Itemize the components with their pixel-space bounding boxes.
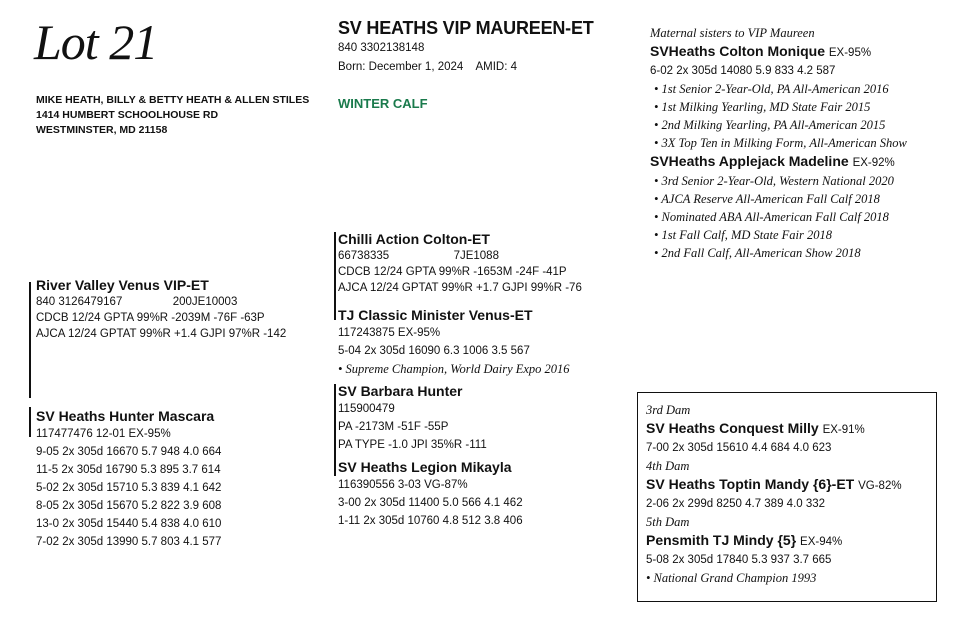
sister-1-record: 6-02 2x 305d 14080 5.9 833 4.2 587 <box>650 65 836 77</box>
sister-1-award: • 1st Senior 2-Year-Old, PA All-American 2016 <box>654 82 889 96</box>
fourth-dam-title <box>646 475 902 495</box>
sister-2-title <box>650 152 907 172</box>
dam-dam-info: 116390556 3-03 VG-87% <box>338 479 468 491</box>
sire-ajca: AJCA 12/24 GPTAT 99%R +1.4 GJPI 97%R -142 <box>36 328 287 340</box>
fifth-dam-record: 5-08 2x 305d 17840 5.3 937 3.7 665 <box>646 554 832 566</box>
lot-number: Lot 21 <box>34 14 158 70</box>
dam-record: 5-02 2x 305d 15710 5.3 839 4.1 642 <box>36 482 222 494</box>
sire-code: 200JE10003 <box>172 296 238 308</box>
sire-reg-line <box>36 294 286 310</box>
animal-born: Born: December 1, 2024 <box>338 61 464 73</box>
sire-reg: 840 3126479167 <box>36 296 123 308</box>
fifth-dam-label: 5th Dam <box>646 515 690 529</box>
sire-sire-ajca: AJCA 12/24 GPTAT 99%R +1.7 GJPI 99%R -76 <box>338 282 582 294</box>
animal-born-line <box>338 59 517 75</box>
animal-class: WINTER CALF <box>338 96 428 111</box>
maternal-heading: Maternal sisters to VIP Maureen <box>650 26 815 40</box>
consignor-names: MIKE HEATH, BILLY & BETTY HEATH & ALLEN STILES <box>36 94 310 106</box>
ancestor-dams-box <box>637 392 937 602</box>
sister-1-award: • 2nd Milking Yearling, PA All-American 2015 <box>654 118 886 132</box>
sire-block <box>36 276 286 342</box>
fifth-dam-class: EX-94% <box>800 536 843 548</box>
dam-block <box>36 407 221 551</box>
sire-sire-cdcb: CDCB 12/24 GPTA 99%R -1653M -24F -41P <box>338 266 567 278</box>
pedigree-line-dam <box>29 407 31 437</box>
consignor-city: WESTMINSTER, MD 21158 <box>36 124 168 136</box>
sire-cdcb: CDCB 12/24 GPTA 99%R -2039M -76F -63P <box>36 312 265 324</box>
dam-record: 9-05 2x 305d 16670 5.7 948 4.0 664 <box>36 446 222 458</box>
sister-2-name: SVHeaths Applejack Madeline <box>650 153 849 169</box>
fourth-dam-record: 2-06 2x 299d 8250 4.7 389 4.0 332 <box>646 498 826 510</box>
dam-sire-pa: PA -2173M -51F -55P <box>338 421 449 433</box>
sire-sire-block <box>338 230 582 296</box>
sister-1-award: • 1st Milking Yearling, MD State Fair 2015 <box>654 100 871 114</box>
dam-record: 7-02 2x 305d 13990 5.7 803 4.1 577 <box>36 536 222 548</box>
sire-dam-info: 117243875 EX-95% <box>338 327 441 339</box>
sister-2-award: • 3rd Senior 2-Year-Old, Western National 2020 <box>654 174 894 188</box>
sire-name: River Valley Venus VIP-ET <box>36 277 209 293</box>
dam-sire-block <box>338 382 487 454</box>
third-dam-title <box>646 419 902 439</box>
pedigree-line-sire <box>29 282 31 398</box>
sister-2-award: • Nominated ABA All-American Fall Calf 2018 <box>654 210 889 224</box>
fifth-dam-award: • National Grand Champion 1993 <box>646 571 817 585</box>
consignor-block <box>36 93 309 138</box>
sire-sire-name: Chilli Action Colton-ET <box>338 231 490 247</box>
animal-registration: 840 3302138148 <box>338 42 425 54</box>
third-dam-label: 3rd Dam <box>646 403 691 417</box>
sire-dam-block <box>338 306 570 378</box>
dam-sire-type: PA TYPE -1.0 JPI 35%R -111 <box>338 439 487 451</box>
sire-sire-reg-line <box>338 248 582 264</box>
sister-2-award: • 1st Fall Calf, MD State Fair 2018 <box>654 228 832 242</box>
dam-sire-reg: 115900479 <box>338 403 395 415</box>
sister-2-award: • AJCA Reserve All-American Fall Calf 2018 <box>654 192 880 206</box>
consignor-street: 1414 HUMBERT SCHOOLHOUSE RD <box>36 109 219 121</box>
fourth-dam-label: 4th Dam <box>646 459 690 473</box>
sire-sire-code: 7JE1088 <box>453 250 499 262</box>
dam-record: 8-05 2x 305d 15670 5.2 822 3.9 608 <box>36 500 222 512</box>
animal-name: SV HEATHS VIP MAUREEN-ET <box>338 18 594 38</box>
dam-dam-record: 1-11 2x 305d 10760 4.8 512 3.8 406 <box>338 515 523 527</box>
fourth-dam-class: VG-82% <box>858 480 902 492</box>
fourth-dam-name: SV Heaths Toptin Mandy {6}-ET <box>646 476 855 492</box>
pedigree-line-sire-sire <box>334 232 336 320</box>
dam-dam-name: SV Heaths Legion Mikayla <box>338 459 512 475</box>
fifth-dam-name: Pensmith TJ Mindy {5} <box>646 532 797 548</box>
dam-dam-record: 3-00 2x 305d 11400 5.0 566 4.1 462 <box>338 497 523 509</box>
dam-name: SV Heaths Hunter Mascara <box>36 408 215 424</box>
dam-dam-block <box>338 458 523 530</box>
sister-1-award: • 3X Top Ten in Milking Form, All-American Show <box>654 136 907 150</box>
sire-sire-reg: 66738335 <box>338 250 390 262</box>
third-dam-class: EX-91% <box>822 424 865 436</box>
third-dam-name: SV Heaths Conquest Milly <box>646 420 819 436</box>
sire-dam-award: • Supreme Champion, World Dairy Expo 2016 <box>338 362 570 376</box>
third-dam-record: 7-00 2x 305d 15610 4.4 684 4.0 623 <box>646 442 832 454</box>
sister-1-class: EX-95% <box>828 47 872 59</box>
dam-info: 117477476 12-01 EX-95% <box>36 428 171 440</box>
sister-1-title <box>650 42 907 62</box>
dam-sire-name: SV Barbara Hunter <box>338 383 463 399</box>
fifth-dam-title <box>646 531 902 551</box>
pedigree-line-dam-sire <box>334 384 336 476</box>
sister-1-name: SVHeaths Colton Monique <box>650 43 825 59</box>
maternal-sisters-block <box>650 24 907 262</box>
sister-2-class: EX-92% <box>852 157 895 169</box>
animal-amid: AMID: 4 <box>475 61 517 73</box>
dam-record: 11-5 2x 305d 16790 5.3 895 3.7 614 <box>36 464 221 476</box>
sister-2-award: • 2nd Fall Calf, All-American Show 2018 <box>654 246 861 260</box>
dam-record: 13-0 2x 305d 15440 5.4 838 4.0 610 <box>36 518 222 530</box>
sire-dam-record: 5-04 2x 305d 16090 6.3 1006 3.5 567 <box>338 345 530 357</box>
sire-dam-name: TJ Classic Minister Venus-ET <box>338 307 533 323</box>
